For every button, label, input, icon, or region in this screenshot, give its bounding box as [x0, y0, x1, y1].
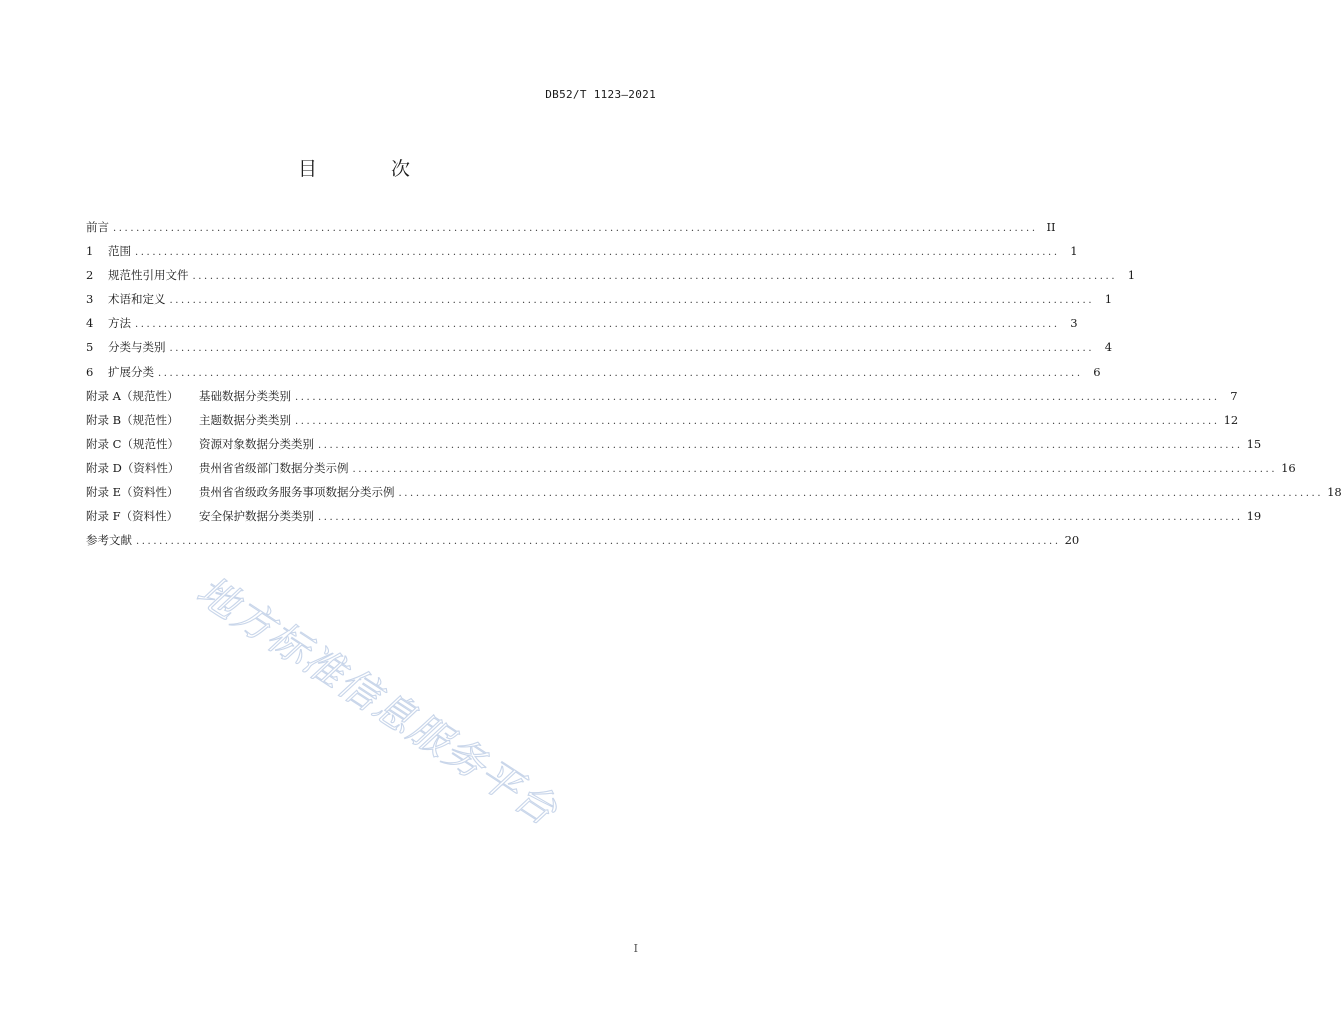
toc-entry-page: 1	[1104, 292, 1113, 307]
toc-entry-number: 5	[86, 340, 94, 355]
watermark-text: 地方标准信息服务平台	[188, 567, 566, 836]
toc-entry-page: 12	[1223, 412, 1239, 427]
toc-dot-leader: ................................................................................................................................................................	[169, 295, 1095, 307]
toc-entry-number: 2	[86, 268, 94, 283]
toc-entry-title: 贵州省省级政务服务事项数据分类示例	[199, 485, 395, 500]
toc-entry-title: 扩展分类	[108, 364, 154, 379]
toc-entry-annex-tag: 附录 A（规范性）	[86, 388, 179, 403]
toc-entry[interactable]	[86, 436, 1262, 460]
page-number: I	[633, 942, 638, 955]
toc-entry[interactable]	[86, 508, 1262, 532]
toc-entry-title: 术语和定义	[108, 292, 166, 307]
toc-dot-leader: ................................................................................................................................................................	[136, 536, 1061, 548]
toc-entry[interactable]	[86, 267, 1136, 291]
toc-entry-page: 1	[1070, 244, 1078, 259]
toc-dot-leader: ................................................................................................................................................................	[158, 367, 1083, 379]
toc-dot-leader: ................................................................................................................................................................	[295, 415, 1220, 427]
toc-entry[interactable]	[86, 315, 1078, 339]
page-title: 目 次	[297, 158, 445, 180]
toc-entry-page: 16	[1281, 460, 1296, 475]
toc-entry-annex-tag: 附录 B（规范性）	[86, 412, 179, 427]
toc-entry-title: 安全保护数据分类类别	[199, 509, 314, 524]
toc-dot-leader: ................................................................................................................................................................	[113, 223, 1038, 234]
toc-entry-title: 参考文献	[86, 533, 132, 548]
toc-entry[interactable]	[86, 412, 1239, 436]
toc-entry-number: 6	[86, 364, 94, 379]
toc-entry[interactable]	[86, 219, 1056, 243]
toc-entry-number: 1	[86, 244, 94, 259]
toc-dot-leader: ................................................................................................................................................................	[318, 439, 1243, 451]
toc-dot-leader: ................................................................................................................................................................	[135, 247, 1060, 259]
toc-entry-title: 前言	[86, 220, 109, 234]
toc-entry-page: 3	[1070, 316, 1078, 331]
toc-dot-leader: ................................................................................................................................................................	[398, 488, 1324, 500]
toc-dot-leader: ................................................................................................................................................................	[135, 319, 1060, 331]
toc-entry-title: 资源对象数据分类类别	[199, 436, 314, 451]
toc-dot-leader: ................................................................................................................................................................	[295, 391, 1220, 403]
toc-entry[interactable]	[86, 243, 1078, 267]
toc-dot-leader: ................................................................................................................................................................	[352, 463, 1278, 475]
toc-dot-leader: ................................................................................................................................................................	[318, 512, 1243, 524]
toc-entry[interactable]	[86, 388, 1238, 412]
toc-entry-number: 4	[86, 316, 94, 331]
toc-entry-title: 规范性引用文件	[108, 268, 189, 283]
toc-entry-page: 1	[1127, 268, 1136, 283]
table-of-contents	[86, 219, 1342, 556]
toc-entry-title: 分类与类别	[108, 340, 166, 355]
toc-entry-page: 15	[1246, 436, 1262, 451]
toc-entry[interactable]	[86, 460, 1296, 484]
toc-entry-title: 方法	[108, 316, 131, 331]
toc-entry-title: 主题数据分类类别	[199, 412, 291, 427]
toc-entry-annex-tag: 附录 F（资料性）	[86, 509, 179, 524]
toc-entry-page: 7	[1230, 388, 1238, 403]
toc-entry-page: 4	[1104, 340, 1113, 355]
toc-entry-title: 贵州省省级部门数据分类示例	[199, 460, 349, 475]
toc-dot-leader: ................................................................................................................................................................	[192, 271, 1118, 283]
toc-entry[interactable]	[86, 532, 1080, 556]
toc-entry-annex-tag: 附录 D（资料性）	[86, 460, 180, 475]
toc-entry-page: 18	[1327, 485, 1342, 500]
toc-entry-page: 20	[1064, 533, 1080, 548]
toc-entry-title: 范围	[108, 244, 131, 259]
standard-code: DB52/T 1123—2021	[545, 88, 656, 101]
toc-entry[interactable]	[86, 364, 1101, 388]
watermark	[150, 567, 630, 880]
toc-entry-page: 19	[1246, 509, 1262, 524]
toc-entry-page: 6	[1093, 364, 1101, 379]
toc-entry-number: 3	[86, 292, 94, 307]
toc-entry-annex-tag: 附录 C（规范性）	[86, 436, 179, 451]
toc-entry-annex-tag: 附录 E（资料性）	[86, 485, 179, 500]
toc-entry[interactable]	[86, 291, 1113, 315]
toc-entry[interactable]	[86, 339, 1113, 363]
toc-entry[interactable]	[86, 484, 1342, 508]
toc-entry-title: 基础数据分类类别	[199, 388, 291, 403]
toc-dot-leader: ................................................................................................................................................................	[169, 343, 1095, 355]
toc-entry-page: II	[1046, 220, 1056, 234]
